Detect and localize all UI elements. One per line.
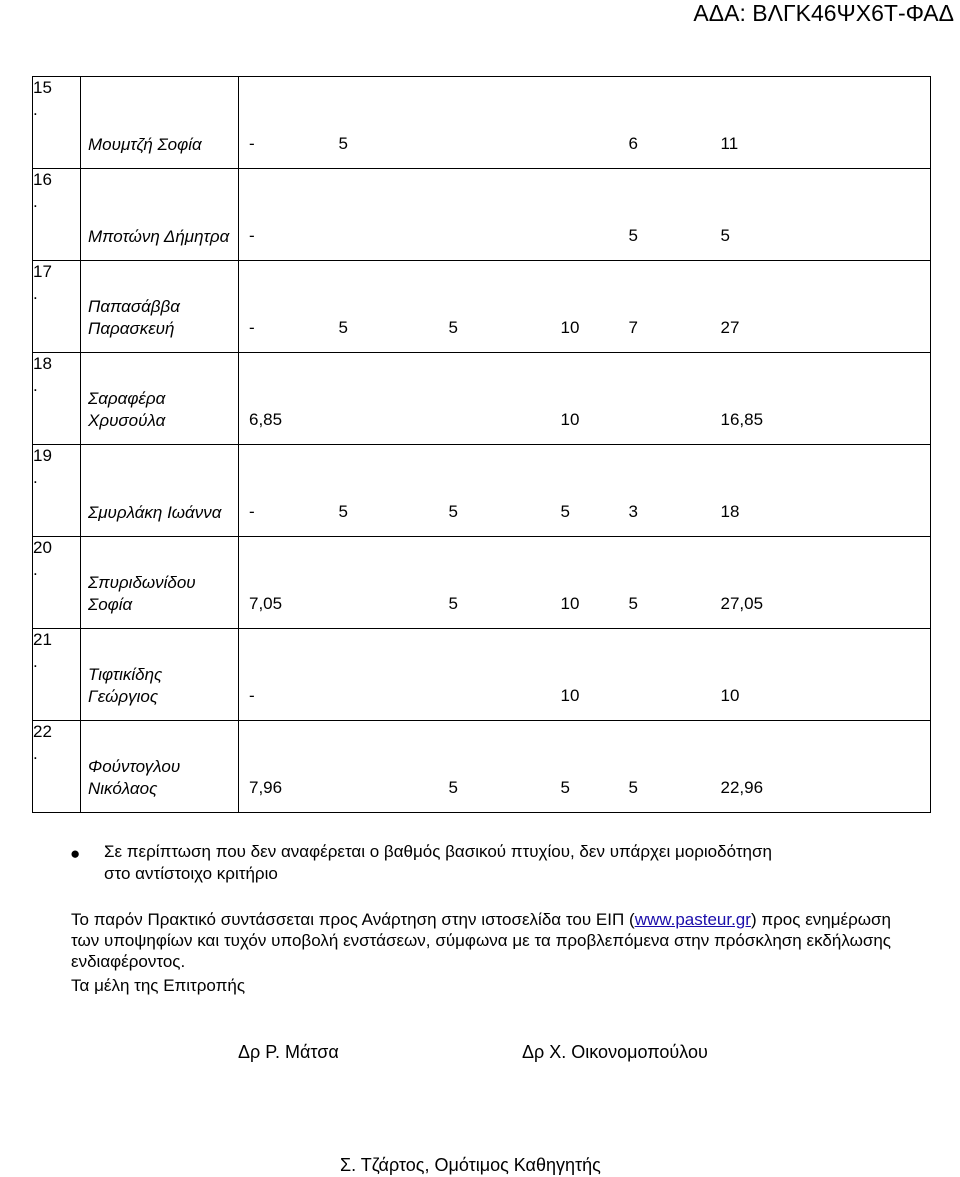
score-value: 5 <box>628 778 638 797</box>
score-cell <box>529 169 613 261</box>
score-cell <box>305 629 417 721</box>
total-score: 27 <box>720 318 740 337</box>
score-cell <box>239 721 305 813</box>
candidate-name-cell <box>81 169 239 261</box>
candidate-name: Παπασάββα Παρασκευή <box>88 297 180 338</box>
score-value: 7,05 <box>249 594 283 613</box>
row-number: 20 <box>33 538 52 557</box>
total-score: 10 <box>720 686 740 705</box>
score-cell <box>305 721 417 813</box>
candidate-name: Σαραφέρα Χρυσούλα <box>88 389 166 430</box>
row-number-dot: . <box>33 468 38 487</box>
row-number-dot: . <box>33 100 38 119</box>
score-cell <box>613 169 713 261</box>
score-cell <box>529 445 613 537</box>
bullet-note <box>104 841 904 885</box>
ada-code: ΑΔΑ: ΒΛΓΚ46ΨΧ6Τ-ΦΑΔ <box>693 0 954 26</box>
score-cell <box>417 261 529 353</box>
row-number-cell <box>33 261 81 353</box>
table-row <box>33 721 931 813</box>
row-number-cell <box>33 537 81 629</box>
score-cell <box>417 353 529 445</box>
table-row <box>33 169 931 261</box>
row-number-cell <box>33 629 81 721</box>
publication-paragraph <box>71 909 891 972</box>
total-score-cell <box>713 721 931 813</box>
total-score-cell <box>713 629 931 721</box>
score-value: 5 <box>338 134 348 153</box>
score-value: - <box>249 502 255 521</box>
row-number: 18 <box>33 354 52 373</box>
score-value: 10 <box>560 410 580 429</box>
score-value: 7,96 <box>249 778 283 797</box>
row-number-dot: . <box>33 192 38 211</box>
score-value: 6 <box>628 134 638 153</box>
score-value: - <box>249 226 255 245</box>
candidate-name-cell <box>81 77 239 169</box>
score-value: - <box>249 686 255 705</box>
paragraph-text-2: ) προς ενημέρωση των υποψηφίων και τυχόν υποβολή ενστάσεων, σύμφωνα με τα προβλεπόμενα στην πρόσκληση εκδήλωσης ενδιαφέροντος. <box>71 910 892 971</box>
total-score: 16,85 <box>720 410 764 429</box>
score-value: 10 <box>560 594 580 613</box>
row-number-cell <box>33 721 81 813</box>
total-score-cell <box>713 537 931 629</box>
score-cell <box>305 445 417 537</box>
score-cell <box>529 537 613 629</box>
score-cell <box>239 629 305 721</box>
score-cell <box>529 353 613 445</box>
candidate-name-cell <box>81 445 239 537</box>
score-value: 5 <box>560 778 570 797</box>
score-cell <box>239 77 305 169</box>
score-cell <box>305 353 417 445</box>
score-cell <box>613 353 713 445</box>
score-value: - <box>249 134 255 153</box>
score-cell <box>529 77 613 169</box>
score-cell <box>305 261 417 353</box>
row-number-dot: . <box>33 284 38 303</box>
total-score-cell <box>713 353 931 445</box>
score-cell <box>239 445 305 537</box>
total-score-cell <box>713 261 931 353</box>
score-cell <box>417 629 529 721</box>
table-row <box>33 77 931 169</box>
score-cell <box>417 77 529 169</box>
score-value: 5 <box>338 318 348 337</box>
total-score: 11 <box>720 134 739 153</box>
table-row <box>33 537 931 629</box>
candidate-name: Φούντογλου Νικόλαος <box>88 757 181 798</box>
signature-tzartos: Σ. Τζάρτος, Ομότιμος Καθηγητής <box>340 1155 601 1175</box>
score-cell <box>529 721 613 813</box>
bullet-line-2: στο αντίστοιχο κριτήριο <box>104 864 278 883</box>
total-score-cell <box>713 169 931 261</box>
candidate-name: Σπυριδωνίδου Σοφία <box>88 573 196 614</box>
score-value: 5 <box>448 318 458 337</box>
score-value: 5 <box>560 502 570 521</box>
score-value: 10 <box>560 318 580 337</box>
paragraph-text-1: Το παρόν Πρακτικό συντάσσεται προς Ανάρτηση στην ιστοσελίδα του ΕΙΠ ( <box>71 910 635 929</box>
score-value: 5 <box>628 226 638 245</box>
score-value: 6,85 <box>249 410 283 429</box>
candidate-name-cell <box>81 261 239 353</box>
row-number: 22 <box>33 722 52 741</box>
table-row <box>33 353 931 445</box>
score-cell <box>613 445 713 537</box>
score-cell <box>239 169 305 261</box>
row-number: 15 <box>33 78 52 97</box>
score-value: 5 <box>628 594 638 613</box>
row-number: 21 <box>33 630 52 649</box>
row-number-dot: . <box>33 560 38 579</box>
score-cell <box>417 537 529 629</box>
row-number-dot: . <box>33 744 38 763</box>
score-cell <box>613 721 713 813</box>
score-cell <box>613 629 713 721</box>
score-cell <box>305 169 417 261</box>
row-number: 17 <box>33 262 52 281</box>
score-value: 5 <box>338 502 348 521</box>
score-cell <box>239 261 305 353</box>
table-row <box>33 629 931 721</box>
candidate-name-cell <box>81 629 239 721</box>
total-score: 18 <box>720 502 740 521</box>
score-cell <box>613 261 713 353</box>
pasteur-link[interactable]: www.pasteur.gr <box>634 910 751 929</box>
signature-matsa: Δρ Ρ. Μάτσα <box>238 1042 339 1062</box>
row-number-cell <box>33 169 81 261</box>
score-cell <box>305 77 417 169</box>
committee-members-label: Τα μέλη της Επιτροπής <box>71 976 246 995</box>
candidate-name: Τιφτικίδης Γεώργιος <box>88 665 163 706</box>
score-cell <box>529 261 613 353</box>
score-value: 5 <box>448 594 458 613</box>
row-number-dot: . <box>33 652 38 671</box>
score-value: 7 <box>628 318 638 337</box>
score-value: 5 <box>448 778 458 797</box>
candidate-name: Μποτώνη Δήμητρα <box>88 227 230 246</box>
row-number: 19 <box>33 446 52 465</box>
candidate-name: Σμυρλάκη Ιωάννα <box>88 503 222 522</box>
table-row <box>33 445 931 537</box>
bullet-icon: ● <box>70 844 81 863</box>
candidate-name-cell <box>81 537 239 629</box>
row-number-cell <box>33 77 81 169</box>
score-value: 3 <box>628 502 638 521</box>
table-row <box>33 261 931 353</box>
score-cell <box>239 353 305 445</box>
score-cell <box>529 629 613 721</box>
bullet-line-1: Σε περίπτωση που δεν αναφέρεται ο βαθμός βασικού πτυχίου, δεν υπάρχει μοριοδότηση <box>104 842 772 861</box>
candidate-name: Μουμτζή Σοφία <box>88 135 202 154</box>
score-value: 5 <box>448 502 458 521</box>
signature-oikonomopoulou: Δρ Χ. Οικονομοπούλου <box>522 1042 708 1062</box>
score-cell <box>613 537 713 629</box>
score-value: 10 <box>560 686 580 705</box>
score-cell <box>417 721 529 813</box>
row-number-cell <box>33 353 81 445</box>
score-value: - <box>249 318 255 337</box>
row-number: 16 <box>33 170 52 189</box>
score-cell <box>417 445 529 537</box>
total-score: 27,05 <box>720 594 764 613</box>
row-number-dot: . <box>33 376 38 395</box>
total-score: 22,96 <box>720 778 764 797</box>
results-table <box>32 76 931 813</box>
score-cell <box>305 537 417 629</box>
score-cell <box>239 537 305 629</box>
score-cell <box>613 77 713 169</box>
score-cell <box>417 169 529 261</box>
total-score: 5 <box>720 226 730 245</box>
row-number-cell <box>33 445 81 537</box>
candidate-name-cell <box>81 353 239 445</box>
candidate-name-cell <box>81 721 239 813</box>
total-score-cell <box>713 445 931 537</box>
total-score-cell <box>713 77 931 169</box>
